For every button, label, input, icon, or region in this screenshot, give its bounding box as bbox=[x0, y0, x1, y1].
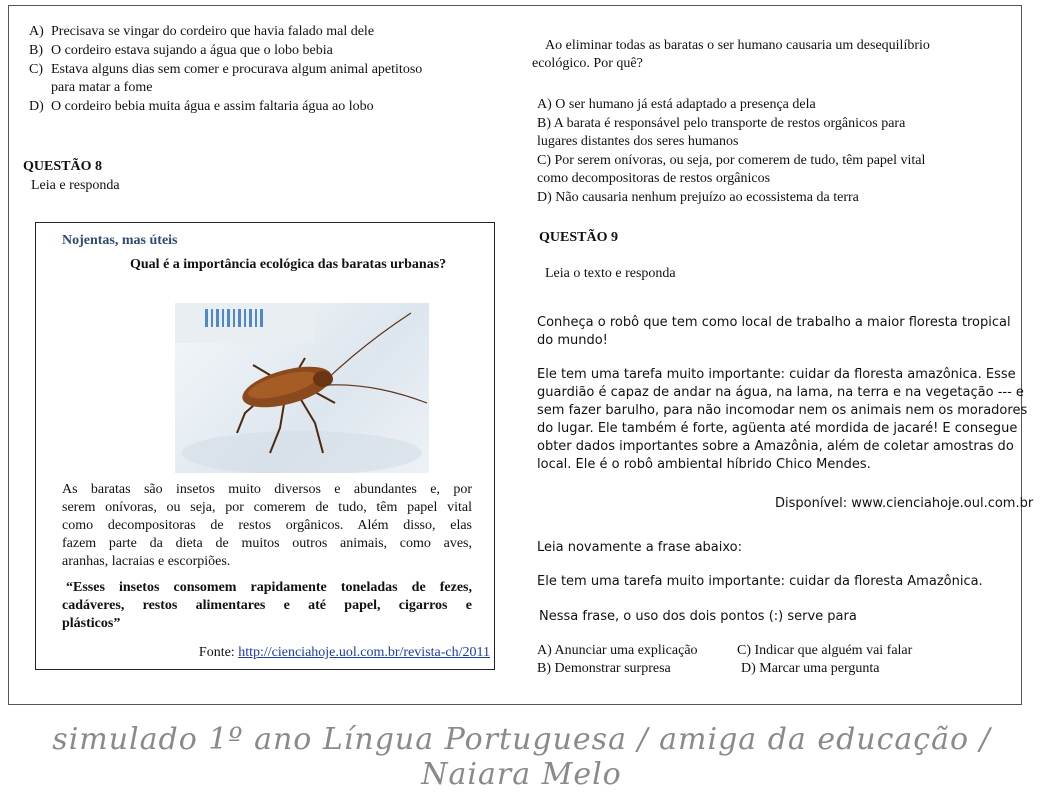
paragraph-line: As baratas são insetos muito diversos e abundantes e, por bbox=[62, 482, 472, 497]
paragraph-line: como decompositoras de restos orgânicos. Além disso, elas bbox=[62, 518, 472, 533]
cockroach-illustration bbox=[175, 303, 429, 473]
question-8-instruction: Leia e responda bbox=[31, 178, 120, 193]
article-box bbox=[35, 222, 495, 670]
cockroach-photo bbox=[175, 303, 429, 473]
reread-sentence: Ele tem uma tarefa muito importante: cuidar da floresta Amazônica. bbox=[537, 574, 983, 589]
article-question: Qual é a importância ecológica das baratas urbanas? bbox=[130, 257, 447, 272]
source-link[interactable]: http://cienciahoje.uol.com.br/revista-ch/2011 bbox=[238, 645, 490, 660]
q9-option-b[interactable]: B) Demonstrar surpresa bbox=[537, 661, 671, 676]
question-9-title: QUESTÃO 9 bbox=[539, 230, 618, 245]
q8-option-b-cont: lugares distantes dos seres humanos bbox=[537, 134, 739, 149]
text-line: obter dados importantes sobre a Amazônia, além de coletar amostras do bbox=[537, 439, 1014, 454]
q8-option-c-cont: como decompositoras de restos orgânicos bbox=[537, 171, 771, 186]
prev-option-a[interactable]: A) Precisava se vingar do cordeiro que havia falado mal dele bbox=[29, 24, 375, 39]
quote-line: cadáveres, restos alimentares e até papel, cigarros e bbox=[62, 598, 472, 613]
text-paragraph-1-line-2: do mundo! bbox=[537, 333, 608, 348]
paragraph-line: aranhas, lacraias e escorpiões. bbox=[62, 554, 231, 569]
q8-prompt-line-1: Ao eliminar todas as baratas o ser humano causaria um desequilíbrio bbox=[545, 38, 930, 53]
q9-option-a[interactable]: A) Anunciar uma explicação bbox=[537, 643, 698, 658]
reread-instruction: Leia novamente a frase abaixo: bbox=[537, 540, 743, 555]
text-line: guardião é capaz de andar na água, na lama, na terra e na vegetação --- e bbox=[537, 385, 1024, 400]
question-8-title: QUESTÃO 8 bbox=[23, 159, 102, 174]
q8-option-a[interactable]: A) O ser humano já está adaptado a presença dela bbox=[537, 97, 816, 112]
prev-option-d[interactable]: D) O cordeiro bebia muita água e assim faltaria água ao lobo bbox=[29, 99, 374, 114]
paragraph-line: serem onívoras, ou seja, por comerem de tudo, têm papel vital bbox=[62, 500, 472, 515]
q8-prompt-line-2: ecológico. Por quê? bbox=[532, 56, 643, 71]
text-line: Ele tem uma tarefa muito importante: cuidar da floresta amazônica. Esse bbox=[537, 367, 1016, 382]
q9-option-d[interactable]: D) Marcar uma pergunta bbox=[741, 661, 880, 676]
quote-line: “Esses insetos consomem rapidamente toneladas de fezes, bbox=[66, 580, 472, 595]
article-paragraph bbox=[62, 481, 472, 571]
paragraph-line: fazem parte da dieta de muitos outros animais, como aves, bbox=[62, 536, 472, 551]
text-paragraph-1-line-1: Conheça o robô que tem como local de trabalho a maior floresta tropical bbox=[537, 315, 1011, 330]
text-source: Disponível: www.cienciahoje.oul.com.br bbox=[775, 496, 1034, 511]
prev-option-c-cont: para matar a fome bbox=[51, 80, 153, 95]
source-label: Fonte: bbox=[198, 645, 235, 660]
prev-option-b[interactable]: B) O cordeiro estava sujando a água que o lobo bebia bbox=[29, 43, 333, 58]
text-line: do lugar. Ele também é forte, agüenta até mordida de jacaré! E consegue bbox=[537, 421, 1018, 436]
question-9-question: Nessa frase, o uso dos dois pontos (:) serve para bbox=[539, 609, 857, 624]
text-line: sem fazer barulho, para não incomodar nem os animais nem os moradores bbox=[537, 403, 1028, 418]
prev-option-c[interactable]: C) Estava alguns dias sem comer e procurava algum animal apetitoso bbox=[29, 62, 423, 77]
q8-option-d[interactable]: D) Não causaria nenhum prejuízo ao ecossistema da terra bbox=[537, 190, 859, 205]
q9-option-c[interactable]: C) Indicar que alguém vai falar bbox=[737, 643, 913, 658]
question-9-instruction: Leia o texto e responda bbox=[545, 266, 676, 281]
quote-line: plásticos” bbox=[62, 616, 121, 631]
article-quote bbox=[62, 579, 472, 633]
footer-credit: simulado 1º ano Língua Portuguesa / amiga da educação / Naiara Melo bbox=[52, 722, 991, 792]
q8-option-b[interactable]: B) A barata é responsável pelo transporte de restos orgânicos para bbox=[537, 116, 906, 131]
article-source bbox=[199, 645, 490, 661]
q8-option-c[interactable]: C) Por serem onívoras, ou seja, por comerem de tudo, têm papel vital bbox=[537, 153, 926, 168]
article-title: Nojentas, mas úteis bbox=[62, 233, 178, 248]
text-line: local. Ele é o robô ambiental híbrido Chico Mendes. bbox=[537, 457, 871, 472]
